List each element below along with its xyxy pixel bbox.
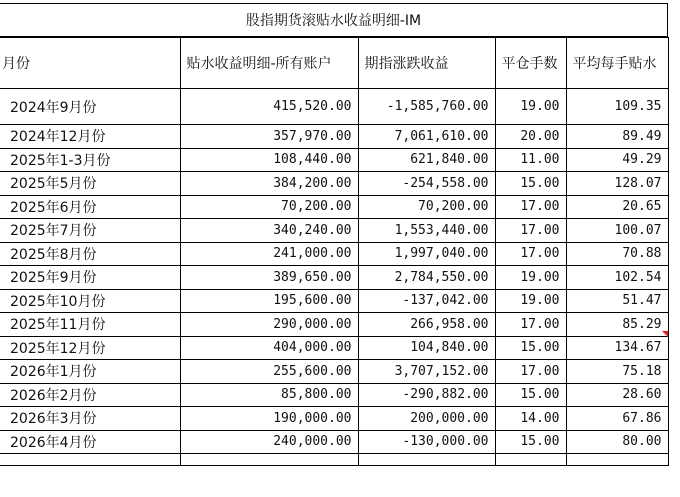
cell-discount-income[interactable]: 415,520.00 [180, 89, 358, 125]
cell-month[interactable]: 2026年3月份 [0, 407, 180, 431]
cell-avg-discount[interactable]: 128.07 [566, 172, 668, 196]
cell-discount-income[interactable]: 389,650.00 [180, 266, 358, 290]
cell-futures-pnl[interactable]: 1,997,040.00 [358, 242, 495, 266]
cell-futures-pnl[interactable]: 266,958.00 [358, 313, 495, 337]
empty-cell[interactable] [0, 454, 180, 466]
cell-discount-income[interactable]: 241,000.00 [180, 242, 358, 266]
empty-cell[interactable] [358, 454, 495, 466]
cell-discount-income[interactable]: 70,200.00 [180, 195, 358, 219]
table-row [0, 383, 668, 407]
cell-closed-lots[interactable]: 19.00 [495, 89, 566, 125]
cell-futures-pnl[interactable]: -130,000.00 [358, 430, 495, 454]
cell-avg-discount[interactable]: 109.35 [566, 89, 668, 125]
cell-avg-discount[interactable]: 100.07 [566, 219, 668, 243]
cell-futures-pnl[interactable]: 7,061,610.00 [358, 125, 495, 149]
cell-avg-discount[interactable]: 102.54 [566, 266, 668, 290]
cell-closed-lots[interactable]: 11.00 [495, 148, 566, 172]
cell-futures-pnl[interactable]: 621,840.00 [358, 148, 495, 172]
cell-month[interactable]: 2025年11月份 [0, 313, 180, 337]
cell-avg-discount[interactable]: 134.67 [566, 336, 668, 360]
table-row [0, 242, 668, 266]
cell-closed-lots[interactable]: 15.00 [495, 430, 566, 454]
table-row [0, 148, 668, 172]
cell-avg-discount[interactable]: 89.49 [566, 125, 668, 149]
header-discount-income[interactable]: 贴水收益明细-所有账户 [180, 38, 358, 89]
empty-row [0, 454, 668, 466]
cell-month[interactable]: 2024年9月份 [0, 89, 180, 125]
cell-month[interactable]: 2025年8月份 [0, 242, 180, 266]
cell-closed-lots[interactable]: 17.00 [495, 360, 566, 384]
cell-month[interactable]: 2025年6月份 [0, 195, 180, 219]
table-row [0, 195, 668, 219]
header-closed-lots[interactable]: 平仓手数 [495, 38, 566, 89]
table-title[interactable] [0, 3, 668, 37]
cell-discount-income[interactable]: 290,000.00 [180, 313, 358, 337]
cell-discount-income[interactable]: 340,240.00 [180, 219, 358, 243]
cell-avg-discount[interactable]: 20.65 [566, 195, 668, 219]
cell-discount-income[interactable]: 384,200.00 [180, 172, 358, 196]
cell-month[interactable]: 2024年12月份 [0, 125, 180, 149]
cell-futures-pnl[interactable]: -1,585,760.00 [358, 89, 495, 125]
cell-month[interactable]: 2026年1月份 [0, 360, 180, 384]
cell-month[interactable]: 2025年10月份 [0, 289, 180, 313]
table-row [0, 219, 668, 243]
cell-avg-discount[interactable]: 67.86 [566, 407, 668, 431]
cell-avg-discount[interactable]: 75.18 [566, 360, 668, 384]
header-futures-pnl[interactable]: 期指涨跌收益 [358, 38, 495, 89]
cell-month[interactable]: 2025年7月份 [0, 219, 180, 243]
cell-month[interactable]: 2025年9月份 [0, 266, 180, 290]
cell-discount-income[interactable]: 85,800.00 [180, 383, 358, 407]
table-row [0, 407, 668, 431]
cell-discount-income[interactable]: 357,970.00 [180, 125, 358, 149]
cell-avg-discount[interactable]: 85.29 [566, 313, 668, 337]
header-month[interactable]: 月份 [0, 38, 180, 89]
cell-discount-income[interactable]: 240,000.00 [180, 430, 358, 454]
empty-cell[interactable] [566, 454, 668, 466]
cell-futures-pnl[interactable]: 200,000.00 [358, 407, 495, 431]
table-row [0, 172, 668, 196]
cell-futures-pnl[interactable]: 104,840.00 [358, 336, 495, 360]
cell-futures-pnl[interactable]: 2,784,550.00 [358, 266, 495, 290]
cell-month[interactable]: 2025年5月份 [0, 172, 180, 196]
cell-discount-income[interactable]: 255,600.00 [180, 360, 358, 384]
cell-closed-lots[interactable]: 15.00 [495, 172, 566, 196]
table-row [0, 89, 668, 125]
table-row [0, 430, 668, 454]
cell-discount-income[interactable]: 190,000.00 [180, 407, 358, 431]
cell-closed-lots[interactable]: 20.00 [495, 125, 566, 149]
cell-month[interactable]: 2025年12月份 [0, 336, 180, 360]
cell-closed-lots[interactable]: 15.00 [495, 336, 566, 360]
cell-avg-discount[interactable]: 51.47 [566, 289, 668, 313]
cell-closed-lots[interactable]: 17.00 [495, 219, 566, 243]
table-row [0, 336, 668, 360]
comment-indicator-icon[interactable] [662, 331, 668, 337]
table-row [0, 266, 668, 290]
cell-futures-pnl[interactable]: 1,553,440.00 [358, 219, 495, 243]
cell-closed-lots[interactable]: 17.00 [495, 195, 566, 219]
cell-discount-income[interactable]: 108,440.00 [180, 148, 358, 172]
table-row [0, 360, 668, 384]
table-row [0, 125, 668, 149]
cell-month[interactable]: 2025年1-3月份 [0, 148, 180, 172]
cell-closed-lots[interactable]: 17.00 [495, 242, 566, 266]
cell-avg-discount[interactable]: 70.88 [566, 242, 668, 266]
cell-discount-income[interactable]: 404,000.00 [180, 336, 358, 360]
empty-cell[interactable] [495, 454, 566, 466]
empty-cell[interactable] [180, 454, 358, 466]
table-title-text: 股指期货滚贴水收益明细-IM [245, 13, 422, 29]
cell-closed-lots[interactable]: 17.00 [495, 313, 566, 337]
cell-month[interactable]: 2026年4月份 [0, 430, 180, 454]
cell-futures-pnl[interactable]: 3,707,152.00 [358, 360, 495, 384]
cell-avg-discount[interactable]: 28.60 [566, 383, 668, 407]
cell-futures-pnl[interactable]: 70,200.00 [358, 195, 495, 219]
cell-closed-lots[interactable]: 19.00 [495, 289, 566, 313]
cell-avg-discount[interactable]: 80.00 [566, 430, 668, 454]
cell-futures-pnl[interactable]: -254,558.00 [358, 172, 495, 196]
cell-futures-pnl[interactable]: -137,042.00 [358, 289, 495, 313]
header-avg-discount[interactable]: 平均每手贴水 [566, 38, 668, 89]
cell-month[interactable]: 2026年2月份 [0, 383, 180, 407]
cell-closed-lots[interactable]: 14.00 [495, 407, 566, 431]
table-row [0, 313, 668, 337]
header-row [0, 38, 668, 89]
cell-futures-pnl[interactable]: -290,882.00 [358, 383, 495, 407]
cell-closed-lots[interactable]: 19.00 [495, 266, 566, 290]
cell-avg-discount[interactable]: 49.29 [566, 148, 668, 172]
data-table [0, 37, 669, 466]
table-row [0, 289, 668, 313]
cell-discount-income[interactable]: 195,600.00 [180, 289, 358, 313]
cell-closed-lots[interactable]: 15.00 [495, 383, 566, 407]
